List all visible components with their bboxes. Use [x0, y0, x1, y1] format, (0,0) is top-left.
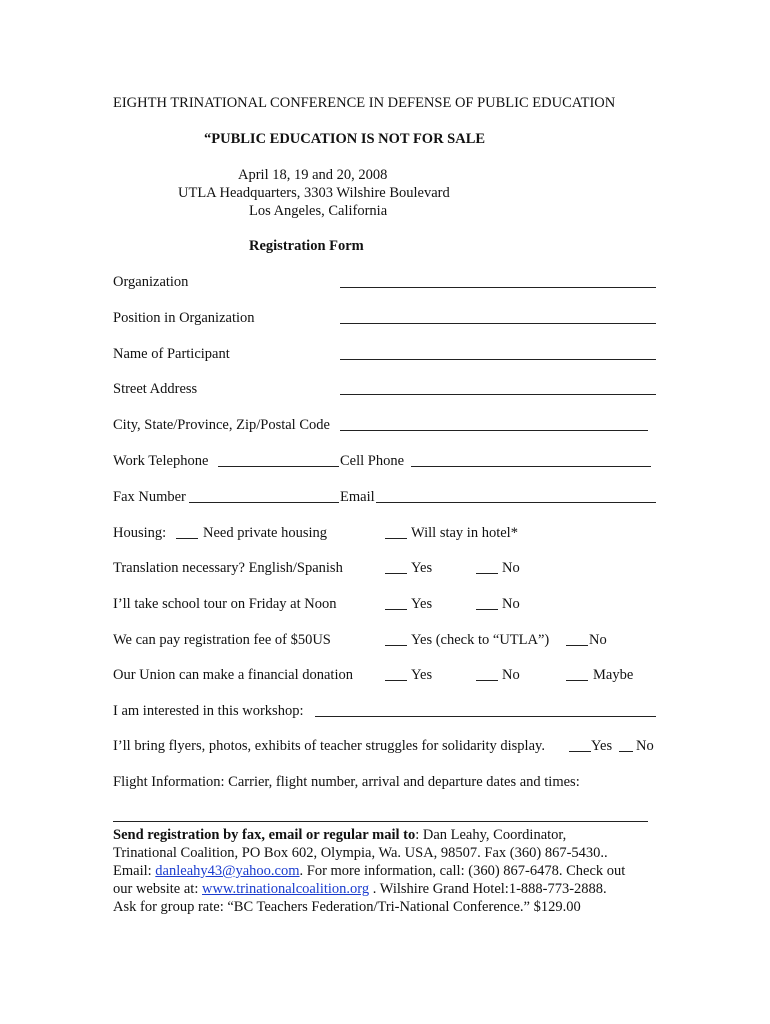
workshop-label: I am interested in this workshop:	[113, 703, 304, 719]
flyers-label: I’ll bring flyers, photos, exhibits of teacher struggles for solidarity display.	[113, 738, 545, 754]
footer-line-4	[113, 880, 607, 898]
housing-hotel-checkbox[interactable]	[385, 538, 407, 539]
conference-theme: “PUBLIC EDUCATION IS NOT FOR SALE	[204, 131, 486, 147]
website-link[interactable]: www.trinationalcoalition.org	[202, 881, 370, 897]
donation-yes-checkbox[interactable]	[385, 680, 407, 681]
flyers-yes-checkbox[interactable]	[569, 751, 591, 752]
participant-field[interactable]	[340, 359, 656, 360]
street-address-field[interactable]	[340, 394, 656, 395]
housing-label: Housing:	[113, 525, 167, 541]
tour-no-label: No	[502, 596, 520, 612]
footer-line-5: Ask for group rate: “BC Teachers Federation/Tri-National Conference.” $129.00	[113, 899, 581, 915]
conference-dates: April 18, 19 and 20, 2008	[238, 167, 388, 183]
conference-city: Los Angeles, California	[249, 203, 388, 219]
city-state-field[interactable]	[340, 430, 648, 431]
tour-yes-label: Yes	[411, 596, 433, 612]
fee-yes-label: Yes (check to “UTLA”)	[411, 632, 550, 648]
fee-label: We can pay registration fee of $50US	[113, 632, 331, 648]
flight-info-label: Flight Information: Carrier, flight number, arrival and departure dates and times:	[113, 774, 580, 790]
work-telephone-field[interactable]	[218, 466, 339, 467]
cell-phone-field[interactable]	[411, 466, 651, 467]
send-registration-heading: Send registration by fax, email or regular mail to	[113, 827, 416, 843]
conference-venue: UTLA Headquarters, 3303 Wilshire Boulevard	[178, 185, 450, 201]
fee-no-label: No	[589, 632, 607, 648]
housing-private-checkbox[interactable]	[176, 538, 198, 539]
city-state-label: City, State/Province, Zip/Postal Code	[113, 417, 330, 433]
position-label: Position in Organization	[113, 310, 255, 326]
fax-number-label: Fax Number	[113, 489, 186, 505]
housing-private-label: Need private housing	[203, 525, 328, 541]
donation-no-checkbox[interactable]	[476, 680, 498, 681]
email-link[interactable]: danleahy43@yahoo.com	[155, 863, 300, 879]
workshop-field[interactable]	[315, 716, 656, 717]
cell-phone-label: Cell Phone	[340, 453, 405, 469]
position-field[interactable]	[340, 323, 656, 324]
translation-label: Translation necessary? English/Spanish	[113, 560, 343, 576]
translation-yes-label: Yes	[411, 560, 433, 576]
organization-label: Organization	[113, 274, 189, 290]
donation-maybe-checkbox[interactable]	[566, 680, 588, 681]
tour-yes-checkbox[interactable]	[385, 609, 407, 610]
fee-yes-checkbox[interactable]	[385, 645, 407, 646]
work-telephone-label: Work Telephone	[113, 453, 209, 469]
translation-yes-checkbox[interactable]	[385, 573, 407, 574]
flyers-no-label: No	[636, 738, 654, 754]
conference-title: EIGHTH TRINATIONAL CONFERENCE IN DEFENSE OF PUBLIC EDUCATION	[113, 95, 616, 111]
footer-line-2: Trinational Coalition, PO Box 602, Olympia, Wa. USA, 98507. Fax (360) 867-5430..	[113, 845, 608, 861]
email-field[interactable]	[376, 502, 656, 503]
footer-line-3	[113, 862, 625, 880]
email-label: Email	[340, 489, 375, 505]
housing-hotel-label: Will stay in hotel*	[411, 525, 518, 541]
fee-no-checkbox[interactable]	[566, 645, 588, 646]
coordinator-text: : Dan Leahy, Coordinator,	[415, 827, 567, 843]
donation-no-label: No	[502, 667, 520, 683]
donation-maybe-label: Maybe	[593, 667, 634, 683]
email-prefix: Email:	[113, 863, 156, 879]
footer-line-1	[113, 826, 566, 844]
form-title: Registration Form	[249, 238, 364, 254]
flyers-no-checkbox[interactable]	[619, 751, 633, 752]
participant-label: Name of Participant	[113, 346, 230, 362]
tour-no-checkbox[interactable]	[476, 609, 498, 610]
fax-number-field[interactable]	[189, 502, 339, 503]
school-tour-label: I’ll take school tour on Friday at Noon	[113, 596, 337, 612]
email-suffix: . For more information, call: (360) 867-6478. Check out	[299, 863, 626, 879]
street-address-label: Street Address	[113, 381, 198, 397]
website-suffix: . Wilshire Grand Hotel:1-888-773-2888.	[369, 881, 607, 897]
donation-label: Our Union can make a financial donation	[113, 667, 353, 683]
flight-info-field[interactable]	[113, 821, 648, 822]
organization-field[interactable]	[340, 287, 656, 288]
flyers-yes-label: Yes	[591, 738, 613, 754]
donation-yes-label: Yes	[411, 667, 433, 683]
translation-no-label: No	[502, 560, 520, 576]
translation-no-checkbox[interactable]	[476, 573, 498, 574]
website-prefix: our website at:	[113, 881, 202, 897]
